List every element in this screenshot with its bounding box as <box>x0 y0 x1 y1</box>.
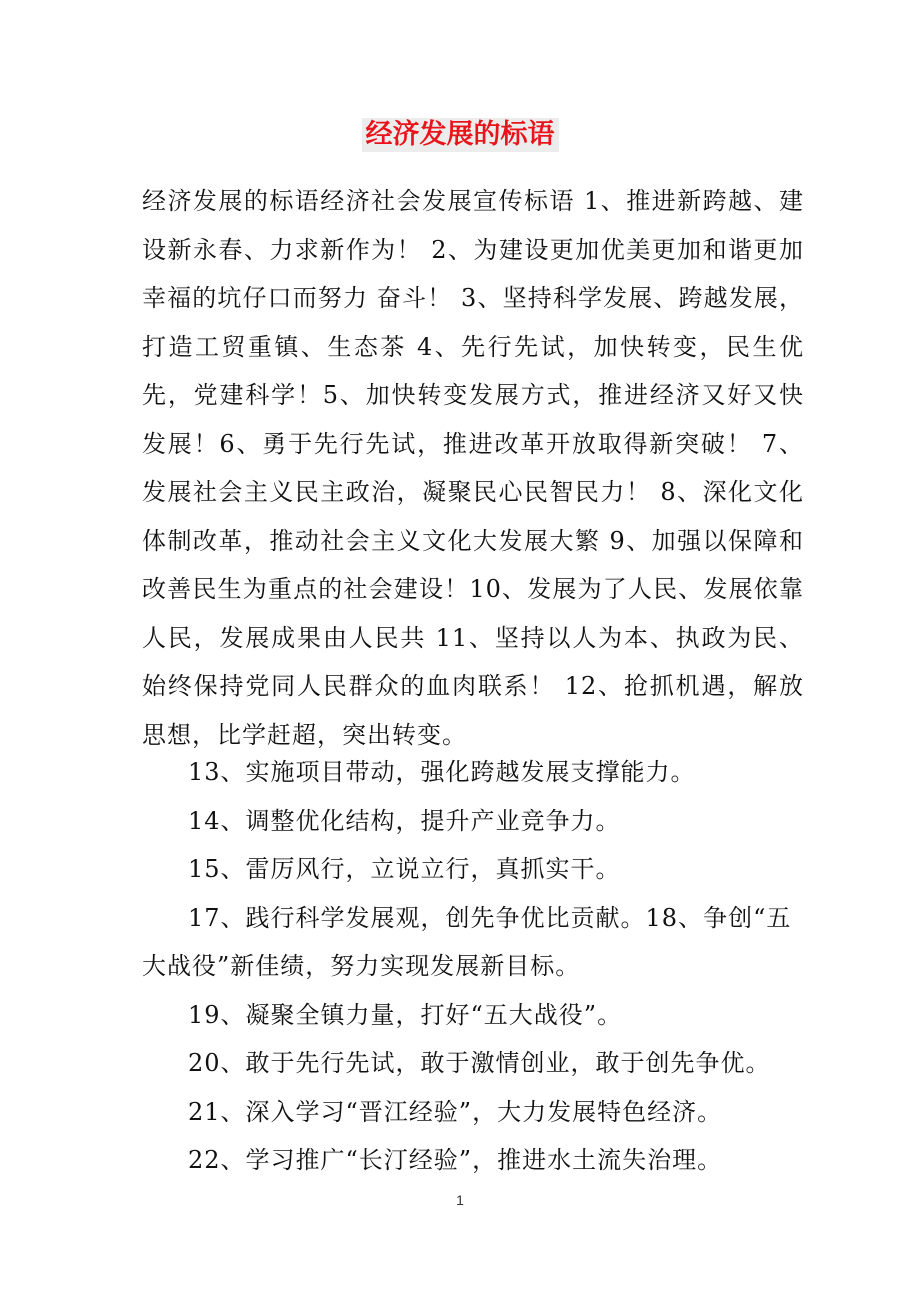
list-item: 17、践行科学发展观，创先争优比贡献。18、争创“五大战役”新佳绩，努力实现发展新目标。 <box>142 903 792 980</box>
list-item: 22、学习推广“长汀经验”，推进水土流失治理。 <box>188 1146 723 1174</box>
list-item: 15、雷厉风行，立说立行，真抓实干。 <box>188 855 621 883</box>
list-item: 19、凝聚全镇力量，打好“五大战役”。 <box>188 1000 623 1029</box>
list-item: 13、实施项目带动，强化跨越发展支撑能力。 <box>188 758 696 786</box>
slogan-list <box>142 748 804 1185</box>
list-item: 20、敢于先行先试，敢于激情创业，敢于创先争优。 <box>188 1049 771 1077</box>
lead-paragraph: 经济发展的标语经济社会发展宣传标语 1、推进新跨越、建设新永春、力求新作为！ 2、为建设更加优美更加和谐更加幸福的坑仔口而努力 奋斗！ 3、坚持科学发展、跨越发展，打造工贸重镇、生态茶 4、先行先试，加快转变，民生优先，党建科学！5、加快转变发展方式，推进经济又好又快发展！6、勇于先行先试，推进改革开放取得新突破！ 7、发展社会主义民主政治，凝聚民心民智民力！ 8、深化文化体制改革，推动社会主义文化大发展大繁 9、加强以保障和改善民生为重点的社会建设！10、发展为了人民、发展依靠人民，发展成果由人民共 11、坚持以人为本、执政为民、始终保持党同人民群众的血肉联系！ 12、抢抓机遇，解放思想，比学赶超，突出转变。 <box>142 187 804 749</box>
page-number: 1 <box>456 1192 464 1208</box>
page-title: 经济发展的标语 <box>362 118 559 152</box>
title-area <box>0 118 920 152</box>
list-item: 14、调整优化结构，提升产业竞争力。 <box>188 806 621 835</box>
list-item: 21、深入学习“晋江经验”，大力发展特色经济。 <box>188 1097 723 1126</box>
